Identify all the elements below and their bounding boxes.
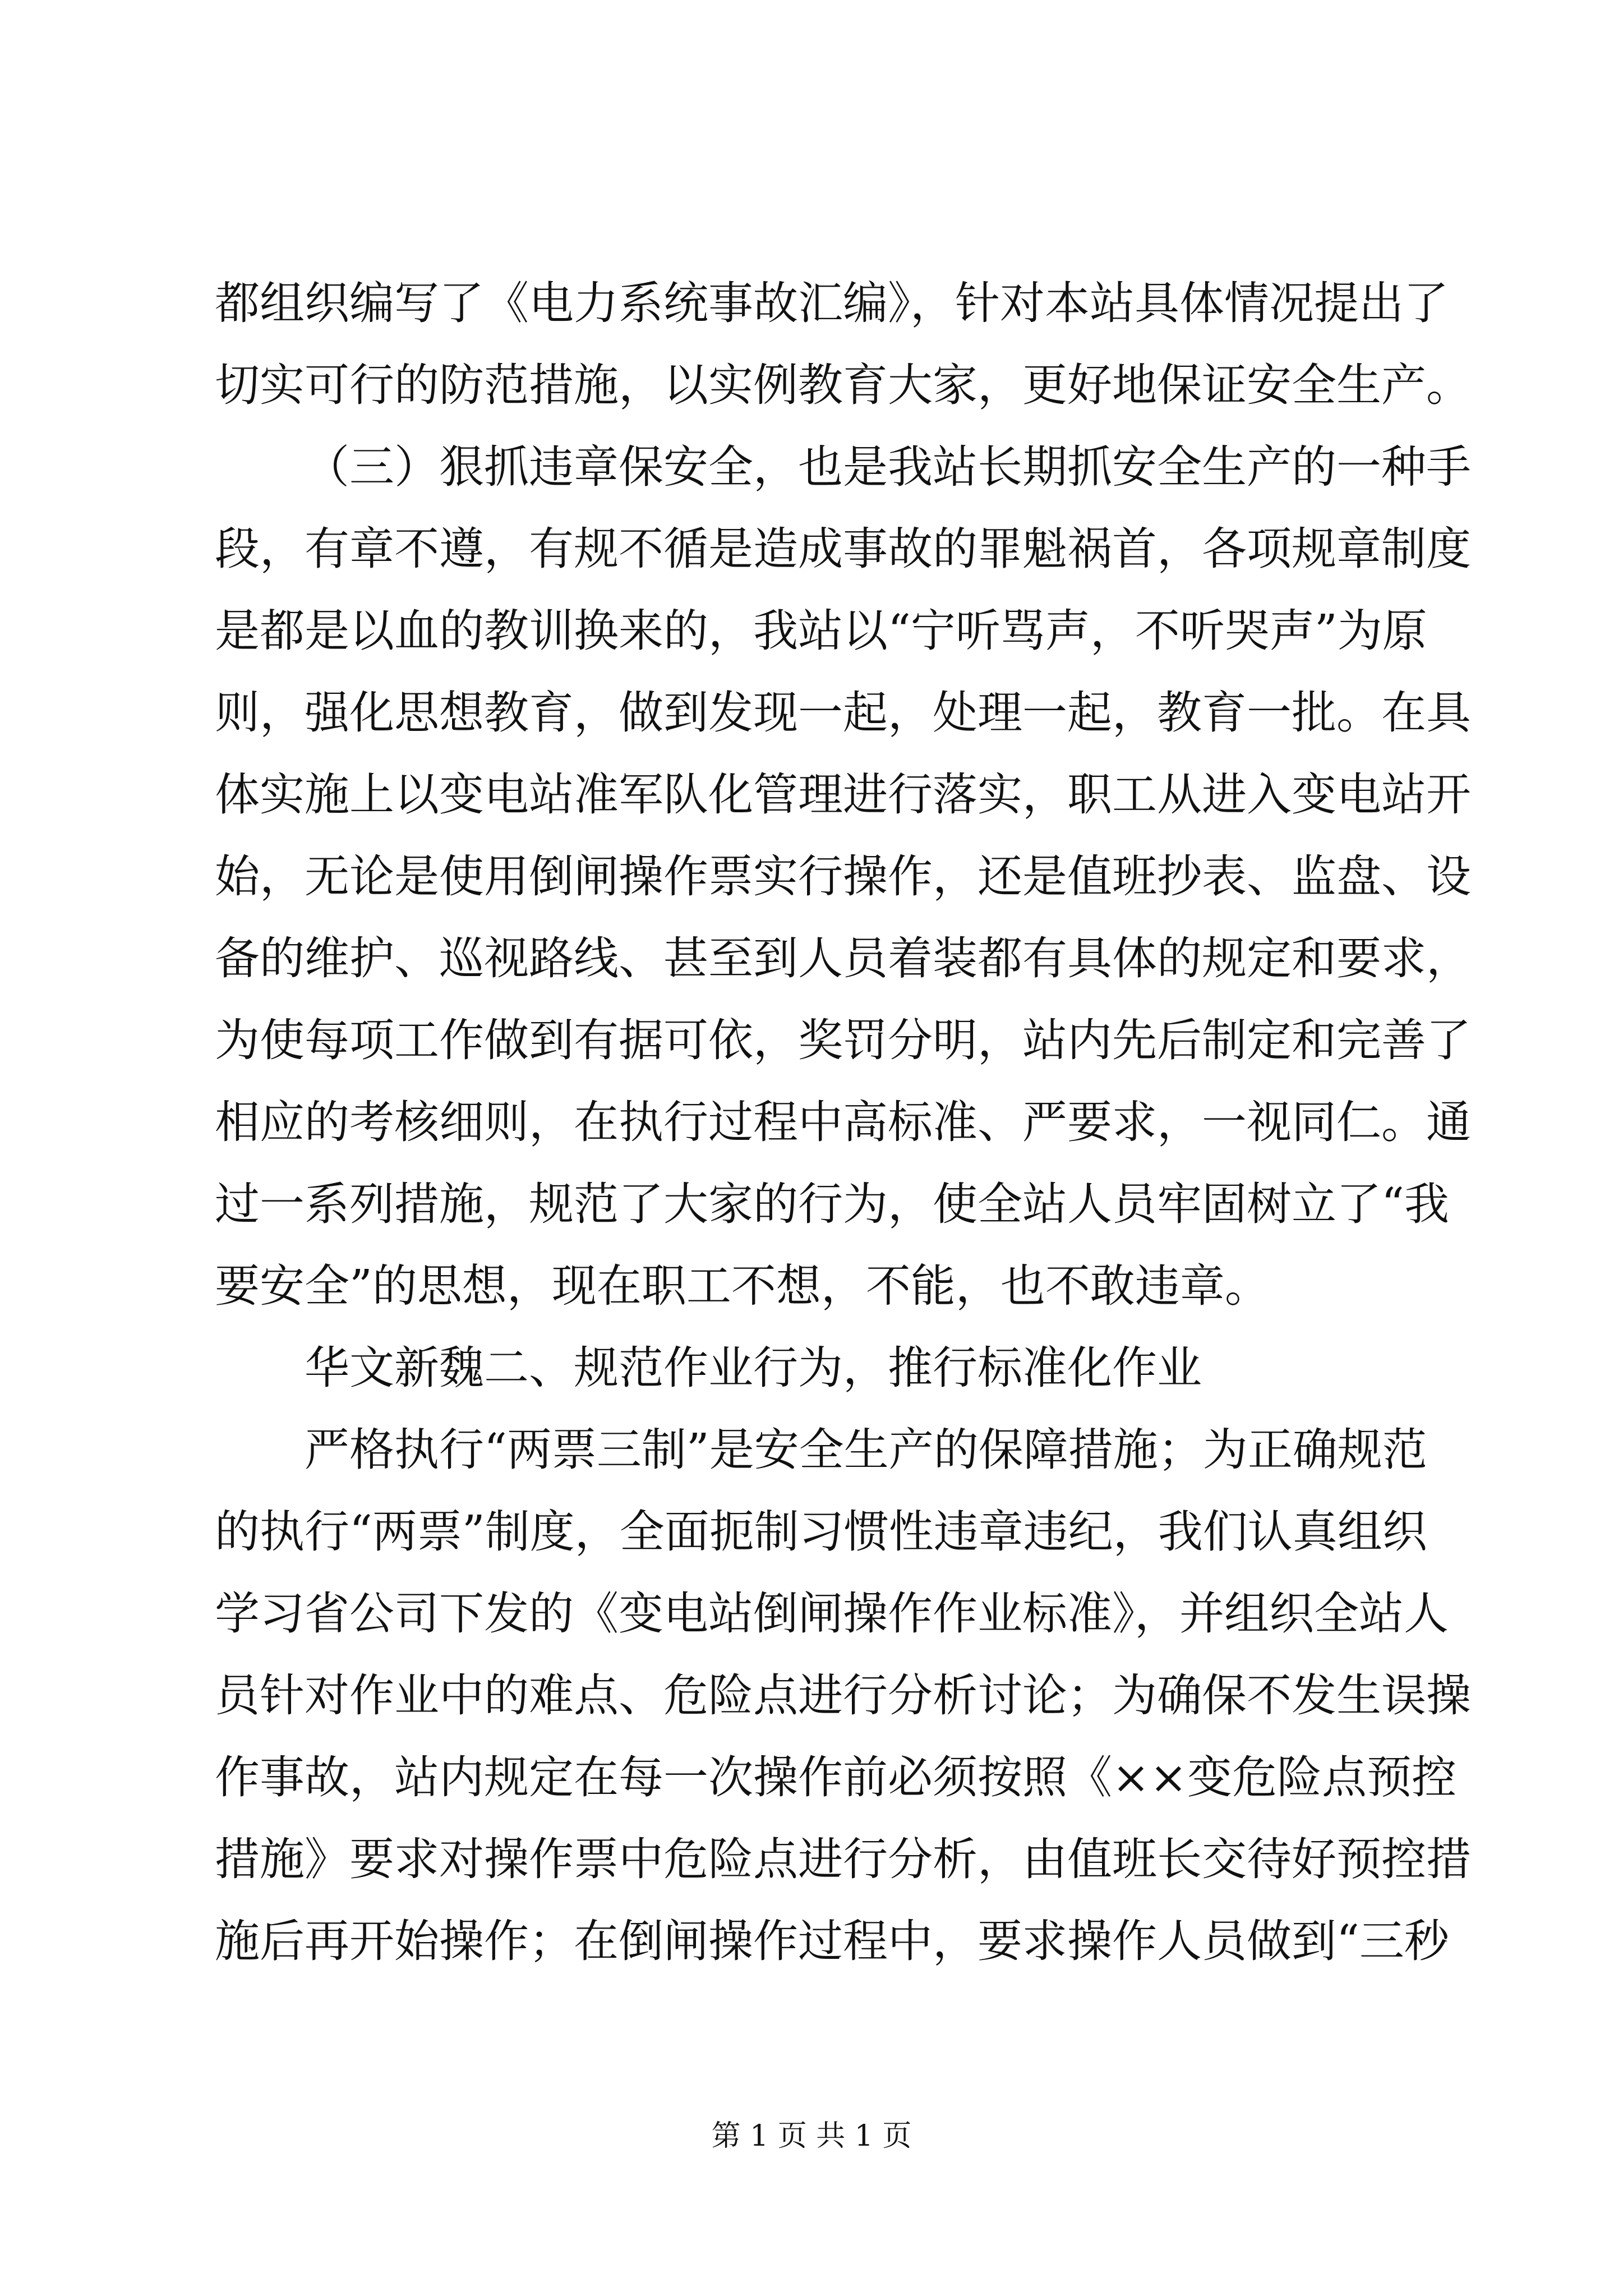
text-line: 要安全”的思想，现在职工不想，不能，也不敢违章。 xyxy=(215,1260,1270,1312)
section-heading: 华文新魏二、规范作业行为，推行标准化作业 xyxy=(305,1342,1202,1394)
text-line: 员针对作业中的难点、危险点进行分析讨论；为确保不发生误操 xyxy=(215,1669,1471,1722)
text-line: 都组织编写了《电力系统事故汇编》，针对本站具体情况提出了 xyxy=(215,277,1449,329)
page-number-label: 第 1 页 共 1 页 xyxy=(711,2119,912,2153)
text-line: 过一系列措施，规范了大家的行为，使全站人员牢固树立了“我 xyxy=(215,1178,1449,1230)
document-body xyxy=(215,263,1471,1982)
section-3-heading-line: （三）狠抓违章保安全，也是我站长期抓安全生产的一种手 xyxy=(305,441,1471,493)
text-line: 学习省公司下发的《变电站倒闸操作作业标准》，并组织全站人 xyxy=(215,1588,1449,1640)
text-line: 施后再开始操作；在倒闸操作过程中，要求操作人员做到“三秒 xyxy=(215,1915,1449,1967)
text-line: 段，有章不遵，有规不循是造成事故的罪魁祸首，各项规章制度 xyxy=(215,523,1471,575)
text-line: 始，无论是使用倒闸操作票实行操作，还是值班抄表、监盘、设 xyxy=(215,850,1471,903)
text-line: 的执行“两票”制度，全面扼制习惯性违章违纪，我们认真组织 xyxy=(215,1506,1427,1558)
text-line: 措施》要求对操作票中危险点进行分析，由值班长交待好预控措 xyxy=(215,1833,1471,1885)
text-line: 则，强化思想教育，做到发现一起，处理一起，教育一批。在具 xyxy=(215,687,1471,739)
text-line: 备的维护、巡视路线、甚至到人员着装都有具体的规定和要求， xyxy=(215,932,1471,984)
text-line: 为使每项工作做到有据可依，奖罚分明，站内先后制定和完善了 xyxy=(215,1014,1471,1066)
page-footer xyxy=(0,2119,1623,2153)
text-line: 体实施上以变电站准军队化管理进行落实，职工从进入变电站开 xyxy=(215,769,1471,821)
text-line: 相应的考核细则，在执行过程中高标准、严要求，一视同仁。通 xyxy=(215,1096,1471,1148)
text-line: 切实可行的防范措施，以实例教育大家，更好地保证安全生产。 xyxy=(215,359,1471,411)
text-line: 作事故，站内规定在每一次操作前必须按照《××变危险点预控 xyxy=(215,1751,1457,1803)
text-line: 是都是以血的教训换来的，我站以“宁听骂声，不听哭声”为原 xyxy=(215,605,1427,657)
paragraph-start-line: 严格执行“两票三制”是安全生产的保障措施；为正确规范 xyxy=(305,1424,1427,1476)
